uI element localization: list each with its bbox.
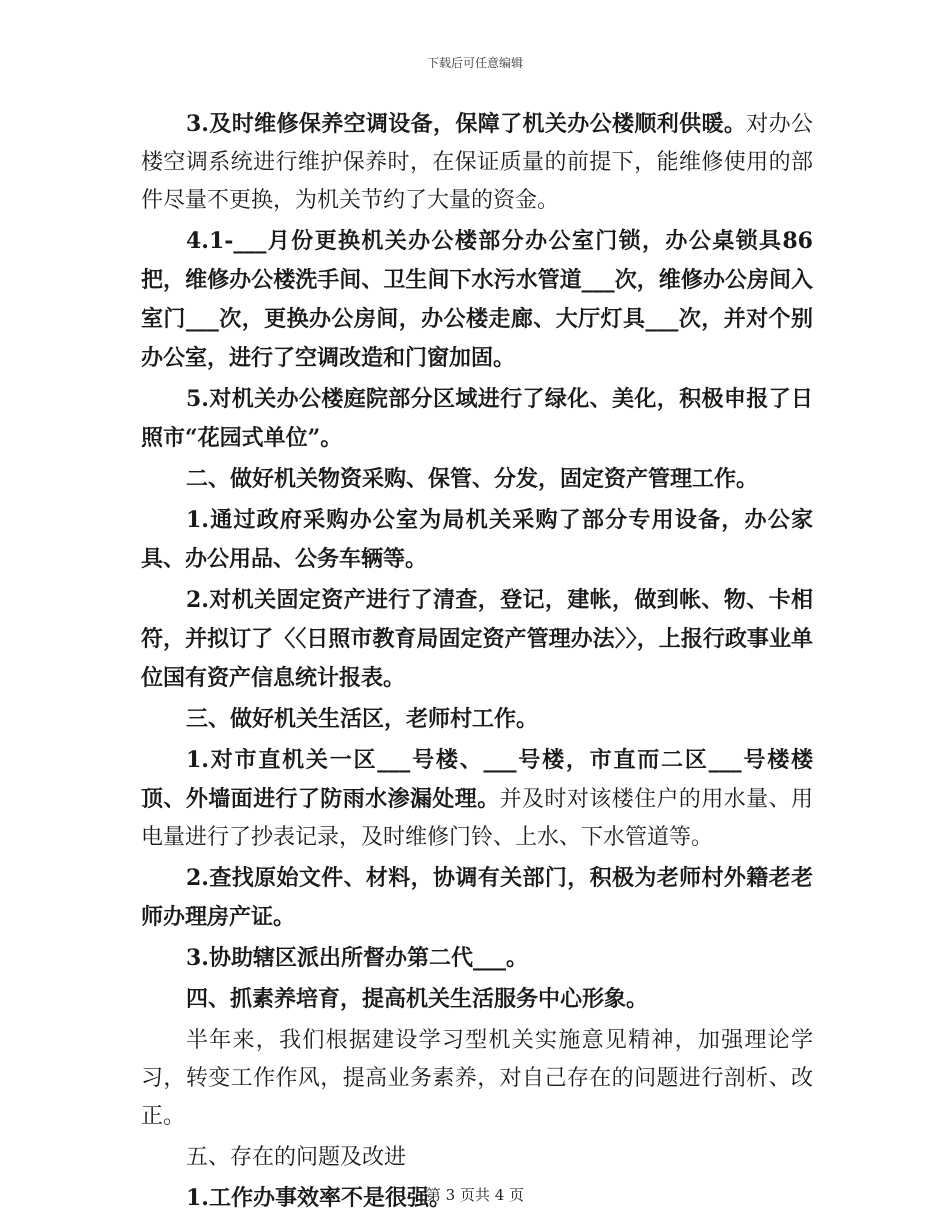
paragraph — [141, 939, 813, 978]
paragraph-bold-text: 2.查找原始文件、材料，协调有关部门，积极为老师村外籍老老师办理房产证。 — [141, 865, 813, 930]
paragraph-normal-text: 并及时对该楼住户的用水量、用电量进行了抄表记录，及时维修门铃、上水、下水管道等。 — [141, 787, 813, 850]
paragraph — [141, 581, 813, 698]
paragraph-bold-text: 5.对机关办公楼庭院部分区域进行了绿化、美化，积极申报了日照市“花园式单位”。 — [141, 386, 813, 451]
paragraph — [141, 501, 813, 579]
paragraph — [141, 460, 813, 499]
paragraph-bold-text: 3.及时维修保养空调设备，保障了机关办公楼顺利供暖。 — [186, 111, 747, 137]
paragraph — [141, 741, 813, 857]
paragraph-normal-text: 半年来，我们根据建设学习型机关实施意见精神，加强理论学习，转变工作作风，提高业务素养，对自己存在的问题进行剖析、改正。 — [141, 1028, 813, 1129]
paragraph-bold-text: 四、抓素养培育，提高机关生活服务中心形象。 — [186, 986, 649, 1012]
paragraph — [141, 105, 813, 220]
paragraph-bold-text: 二、做好机关物资采购、保管、分发，固定资产管理工作。 — [186, 466, 759, 492]
paragraph — [141, 700, 813, 739]
paragraph-bold-text: 4.1-___月份更换机关办公楼部分办公室门锁，办公桌锁具86把，维修办公楼洗手间、卫生间下水污水管道___次，维修办公房间入室门___次，更换办公房间，办公楼走廊、大厅灯具___次，并对个别办公室，进行了空调改造和门窗加固。 — [141, 228, 813, 371]
paragraph-bold-text: 1.对市直机关一区___号楼、___号楼，市直而二区___号楼楼顶、外墙面进行了防雨水渗漏处理。 — [141, 747, 813, 812]
paragraph-bold-text: 2.对机关固定资产进行了清查，登记，建帐，做到帐、物、卡相符，并拟订了〈〈日照市教育局固定资产管理办法〉〉，上报行政事业单位国有资产信息统计报表。 — [141, 587, 813, 691]
paragraph — [141, 980, 813, 1019]
paragraph-bold-text: 1.通过政府采购办公室为局机关采购了部分专用设备，办公家具、办公用品、公务车辆等。 — [141, 507, 813, 572]
paragraph-normal-text: 对办公楼空调系统进行维护保养时，在保证质量的前提下，能维修使用的部件尽量不更换，为机关节约了大量的资金。 — [141, 112, 813, 213]
paragraph-bold-text: 三、做好机关生活区，老师村工作。 — [186, 706, 539, 732]
page-header: 下载后可任意编辑 — [426, 56, 523, 70]
paragraph — [141, 859, 813, 937]
paragraph — [141, 222, 813, 378]
paragraph — [141, 380, 813, 458]
paragraph-bold-text: 1.工作办事效率不是很强。 — [186, 1185, 451, 1211]
paragraph — [141, 1021, 813, 1136]
paragraph-normal-text: 五、存在的问题及改进 — [186, 1145, 407, 1170]
paragraph-bold-text: 3.协助辖区派出所督办第二代___。 — [186, 945, 528, 971]
paragraph — [141, 1138, 813, 1177]
page-footer: 第 3 页共 4 页 — [425, 1186, 525, 1204]
document-body — [141, 105, 813, 1220]
